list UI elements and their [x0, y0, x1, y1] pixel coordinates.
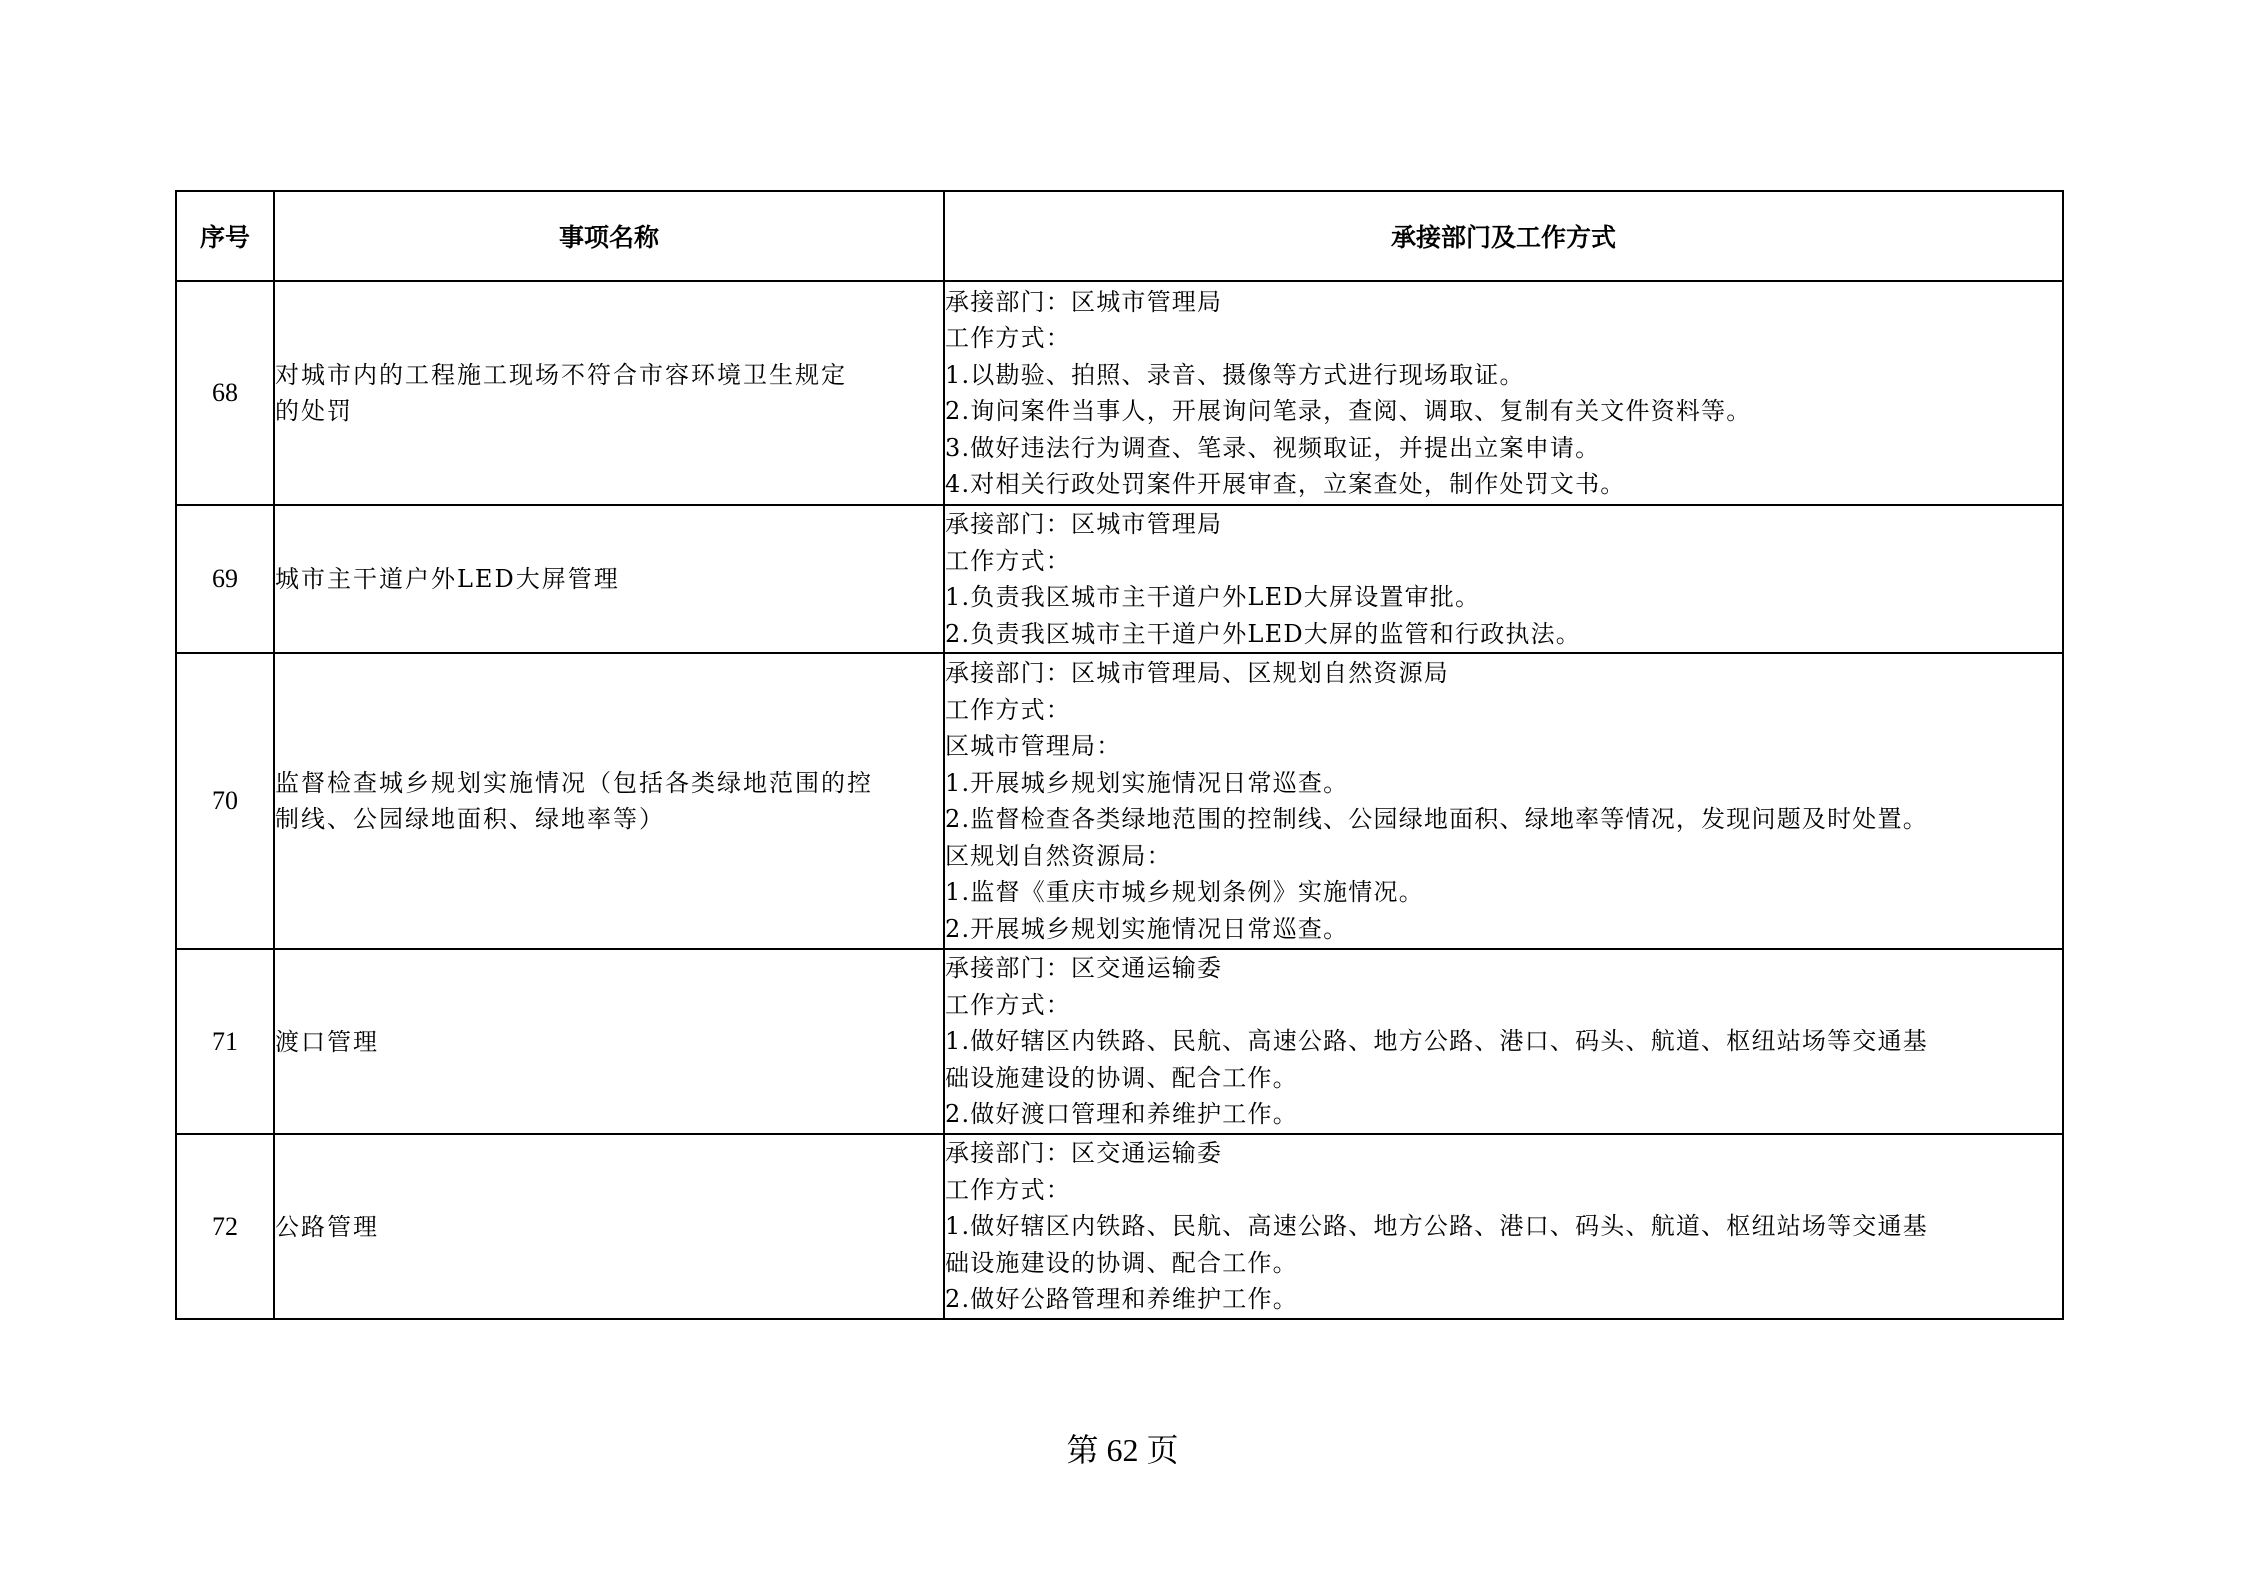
header-number: 序号 [176, 191, 274, 281]
department-method [944, 1134, 2063, 1319]
method-line: 工作方式： [945, 990, 1071, 1019]
method-line: 承接部门：区交通运输委 [945, 1139, 1223, 1168]
item-name-line: 制线、公园绿地面积、绿地率等） [275, 805, 665, 833]
method-line: 1.监督《重庆市城乡规划条例》实施情况。 [945, 878, 1424, 906]
row-number: 69 [176, 505, 274, 653]
method-line: 区城市管理局： [945, 732, 1122, 760]
method-line: 2.开展城乡规划实施情况日常巡查。 [945, 914, 1349, 943]
table-row [176, 949, 2063, 1134]
method-line: 1.做好辖区内铁路、民航、高速公路、地方公路、港口、码头、航道、枢纽站场等交通基 [945, 1027, 1928, 1056]
item-name-line: 城市主干道户外LED大屏管理 [275, 565, 620, 593]
method-line: 工作方式： [945, 695, 1071, 724]
department-method [944, 281, 2063, 505]
method-line: 2.做好公路管理和养维护工作。 [945, 1285, 1298, 1314]
department-method [944, 949, 2063, 1134]
method-line: 工作方式： [945, 546, 1071, 575]
method-line: 区规划自然资源局： [945, 841, 1172, 870]
row-number: 72 [176, 1134, 274, 1319]
method-line: 工作方式： [945, 324, 1071, 352]
department-method [944, 653, 2063, 949]
page-number: 第 62 页 [1066, 1432, 1179, 1468]
method-line: 4.对相关行政处罚案件开展审查，立案查处，制作处罚文书。 [945, 470, 1626, 498]
department-method [944, 505, 2063, 653]
matters-table [175, 190, 2064, 1320]
method-line: 1.开展城乡规划实施情况日常巡查。 [945, 768, 1349, 797]
row-number: 70 [176, 653, 274, 949]
method-line: 承接部门：区城市管理局 [945, 287, 1223, 316]
method-line: 承接部门：区城市管理局、区规划自然资源局 [945, 659, 1449, 687]
item-name-line: 监督检查城乡规划实施情况（包括各类绿地范围的控 [275, 769, 873, 797]
table-row [176, 505, 2063, 653]
method-line: 2.询问案件当事人，开展询问笔录，查阅、调取、复制有关文件资料等。 [945, 397, 1752, 425]
method-line: 2.做好渡口管理和养维护工作。 [945, 1100, 1298, 1129]
item-name-line: 对城市内的工程施工现场不符合市容环境卫生规定 [275, 361, 847, 389]
header-item-name: 事项名称 [274, 191, 944, 281]
method-line: 1.以勘验、拍照、录音、摄像等方式进行现场取证。 [945, 360, 1525, 389]
method-line: 2.监督检查各类绿地范围的控制线、公园绿地面积、绿地率等情况，发现问题及时处置。 [945, 805, 1928, 833]
item-name-line: 公路管理 [275, 1212, 379, 1241]
table-row [176, 653, 2063, 949]
method-line: 承接部门：区城市管理局 [945, 510, 1223, 538]
header-department-method: 承接部门及工作方式 [944, 191, 2063, 281]
item-name [274, 505, 944, 653]
item-name [274, 281, 944, 505]
item-name-line: 的处罚 [275, 397, 353, 425]
method-line: 1.做好辖区内铁路、民航、高速公路、地方公路、港口、码头、航道、枢纽站场等交通基 [945, 1212, 1928, 1241]
method-line: 工作方式： [945, 1175, 1071, 1204]
item-name [274, 1134, 944, 1319]
method-line: 承接部门：区交通运输委 [945, 954, 1223, 983]
table-row [176, 281, 2063, 505]
item-name [274, 653, 944, 949]
method-line: 3.做好违法行为调查、笔录、视频取证，并提出立案申请。 [945, 433, 1601, 462]
row-number: 71 [176, 949, 274, 1134]
item-name [274, 949, 944, 1134]
table-row [176, 1134, 2063, 1319]
method-line: 1.负责我区城市主干道户外LED大屏设置审批。 [945, 583, 1481, 611]
row-number: 68 [176, 281, 274, 505]
method-line: 础设施建设的协调、配合工作。 [945, 1063, 1298, 1092]
method-line: 础设施建设的协调、配合工作。 [945, 1248, 1298, 1277]
table-header-row [176, 191, 2063, 281]
item-name-line: 渡口管理 [275, 1027, 379, 1056]
method-line: 2.负责我区城市主干道户外LED大屏的监管和行政执法。 [945, 619, 1581, 648]
